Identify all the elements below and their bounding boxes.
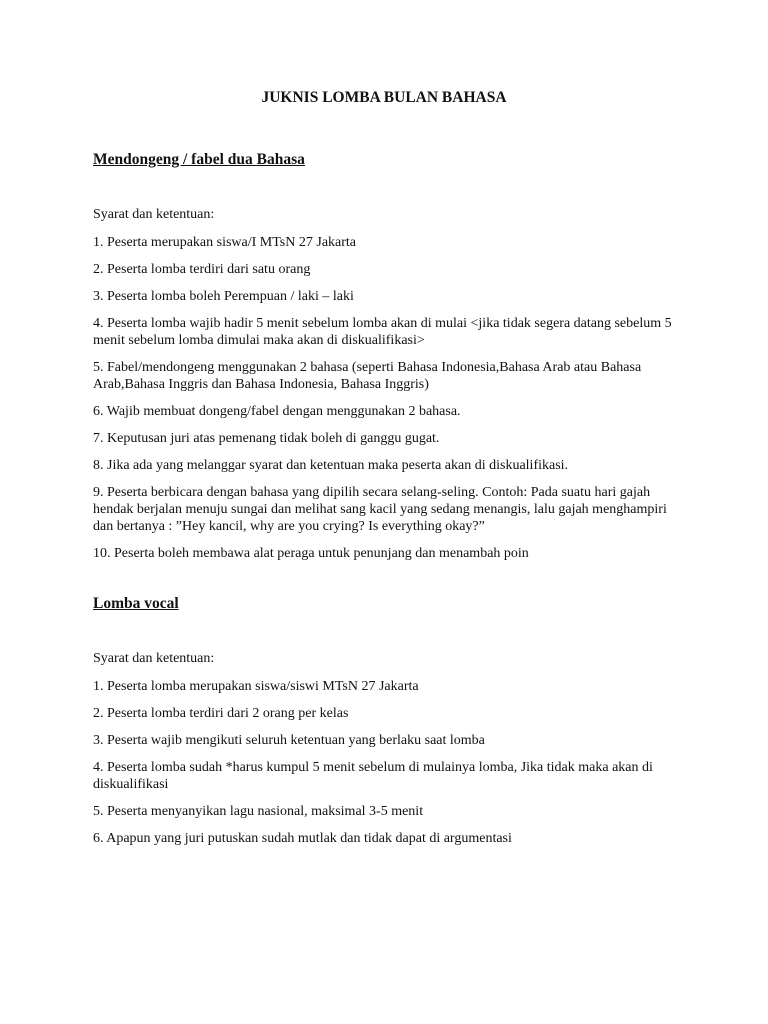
list-item: 8. Jika ada yang melanggar syarat dan ketentuan maka peserta akan di diskualifikasi. [93,458,569,473]
list-item: 10. Peserta boleh membawa alat peraga untuk penunjang dan menambah poin [93,546,529,561]
list-item: 7. Keputusan juri atas pemenang tidak boleh di ganggu gugat. [93,431,440,446]
document-content [93,88,678,857]
list-item: 1. Peserta lomba merupakan siswa/siswi MTsN 27 Jakarta [93,679,419,694]
section-heading-lomba-vocal: Lomba vocal [93,595,179,612]
list-item: 5. Peserta menyanyikan lagu nasional, maksimal 3-5 menit [93,804,424,819]
list-item: 2. Peserta lomba terdiri dari 2 orang per kelas [93,706,349,721]
list-item: 6. Wajib membuat dongeng/fabel dengan menggunakan 2 bahasa. [93,404,461,419]
list-item: 3. Peserta lomba boleh Perempuan / laki – laki [93,289,354,304]
list-item: 5. Fabel/mendongeng menggunakan 2 bahasa (seperti Bahasa Indonesia,Bahasa Arab atau Bahasa Arab,Bahasa Inggris dan Bahasa Indonesia, Bahasa Inggris) [93,360,642,392]
rules-list-mendongeng [93,234,678,562]
document-title: JUKNIS LOMBA BULAN BAHASA [261,89,507,106]
list-item: 4. Peserta lomba sudah *harus kumpul 5 menit sebelum di mulainya lomba, Jika tidak maka akan di diskualifikasi [93,760,653,792]
section-intro: Syarat dan ketentuan: [93,651,215,666]
list-item: 2. Peserta lomba terdiri dari satu orang [93,262,311,277]
list-item: 1. Peserta merupakan siswa/I MTsN 27 Jakarta [93,235,357,250]
section-heading-mendongeng: Mendongeng / fabel dua Bahasa [93,151,305,168]
list-item: 3. Peserta wajib mengikuti seluruh ketentuan yang berlaku saat lomba [93,733,485,748]
list-item: 6. Apapun yang juri putuskan sudah mutlak dan tidak dapat di argumentasi [93,831,512,846]
section-intro: Syarat dan ketentuan: [93,207,215,222]
list-item: 4. Peserta lomba wajib hadir 5 menit sebelum lomba akan di mulai <jika tidak segera datang sebelum 5 menit sebelum lomba dimulai maka akan di diskualifikasi> [93,316,672,348]
list-item: 9. Peserta berbicara dengan bahasa yang dipilih secara selang-seling. Contoh: Pada suatu hari gajah hendak berjalan menuju sungai dan melihat sang kacil yang sedang menangis, lalu gajah menghampiri dan bertanya : ”Hey kancil, why are you crying? Is everything okay?” [93,485,667,534]
rules-list-lomba-vocal [93,678,678,847]
